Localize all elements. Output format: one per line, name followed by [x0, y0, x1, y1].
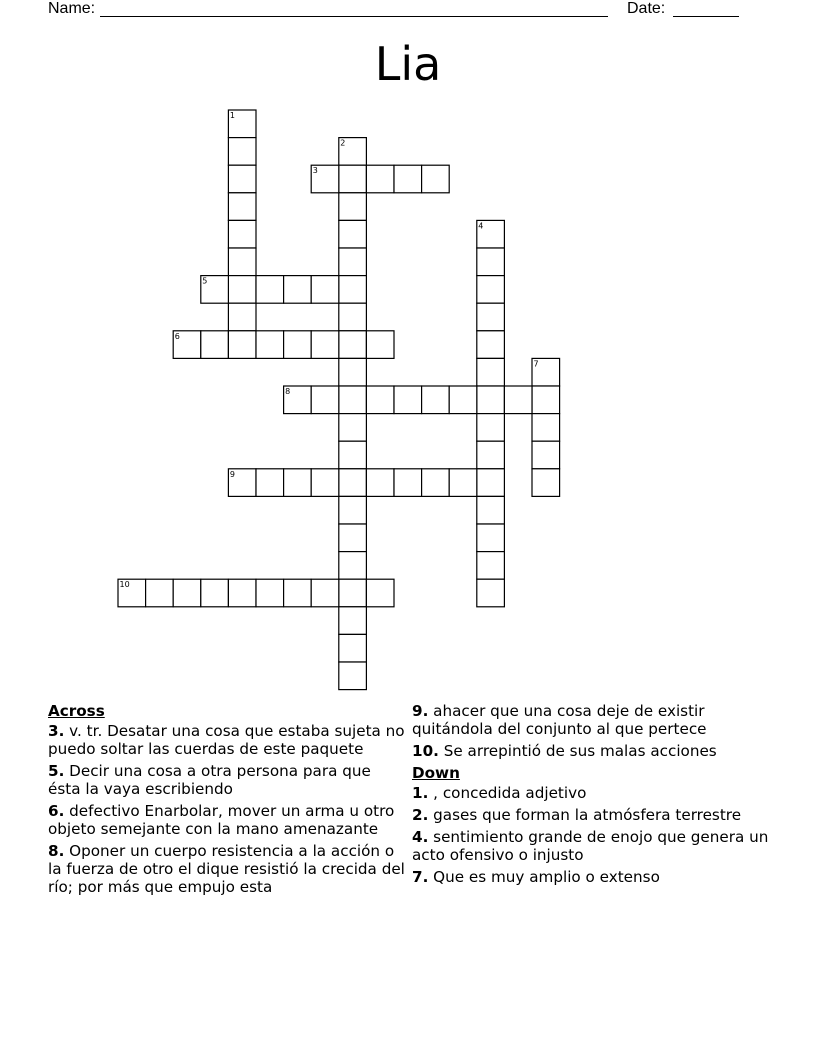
- grid-cell[interactable]: [228, 220, 256, 248]
- clue-number-label: 7: [533, 359, 539, 369]
- grid-cell[interactable]: [339, 331, 367, 359]
- grid-cell[interactable]: [256, 469, 284, 497]
- grid-cell[interactable]: [228, 276, 256, 304]
- grid-cell[interactable]: [173, 579, 201, 607]
- grid-cell[interactable]: [339, 276, 367, 304]
- grid-cell[interactable]: [228, 303, 256, 331]
- clue-number-label: 4: [478, 221, 484, 231]
- grid-cell[interactable]: [394, 469, 422, 497]
- grid-cell[interactable]: [477, 496, 505, 524]
- grid-cell[interactable]: [339, 386, 367, 414]
- grid-cell[interactable]: [339, 193, 367, 221]
- clue-across-5: 5. Decir una cosa a otra persona para que ésta la vaya escribiendo: [48, 762, 371, 798]
- grid-cell[interactable]: [256, 276, 284, 304]
- grid-cell[interactable]: [477, 331, 505, 359]
- grid-cell[interactable]: [339, 165, 367, 193]
- grid-cell[interactable]: [339, 524, 367, 552]
- grid-cell[interactable]: [339, 414, 367, 442]
- grid-cell[interactable]: [477, 276, 505, 304]
- grid-cell[interactable]: [339, 607, 367, 635]
- grid-cell[interactable]: [366, 579, 394, 607]
- clues-column-right: [412, 702, 772, 890]
- grid-cell[interactable]: [339, 220, 367, 248]
- grid-cell[interactable]: [477, 386, 505, 414]
- grid-cell[interactable]: [339, 579, 367, 607]
- clue-number-label: 2: [340, 138, 346, 148]
- grid-cell[interactable]: [256, 331, 284, 359]
- grid-cell[interactable]: [311, 331, 339, 359]
- grid-cell[interactable]: [449, 469, 477, 497]
- grid-cell[interactable]: [339, 441, 367, 469]
- grid-cell[interactable]: [477, 441, 505, 469]
- grid-cell[interactable]: [422, 165, 450, 193]
- clues-column-left: [48, 702, 408, 900]
- down-heading: Down: [412, 764, 460, 782]
- grid-cell[interactable]: [284, 469, 312, 497]
- grid-cell[interactable]: [146, 579, 174, 607]
- grid-cell[interactable]: [477, 524, 505, 552]
- grid-cell[interactable]: [228, 248, 256, 276]
- grid-cell[interactable]: [256, 579, 284, 607]
- name-label: Name:: [48, 0, 96, 17]
- grid-cell[interactable]: [228, 138, 256, 166]
- clue-number-label: 1: [229, 111, 235, 120]
- grid-cell[interactable]: [366, 331, 394, 359]
- grid-cell[interactable]: [339, 634, 367, 662]
- grid-cell[interactable]: [477, 303, 505, 331]
- grid-cell[interactable]: [394, 165, 422, 193]
- grid-cell[interactable]: [284, 276, 312, 304]
- date-label: Date:: [627, 0, 666, 17]
- grid-cell[interactable]: [366, 469, 394, 497]
- grid-cell[interactable]: [228, 165, 256, 193]
- grid-cell[interactable]: [339, 358, 367, 386]
- grid-cell[interactable]: [422, 469, 450, 497]
- clue-down-4: 4. sentimiento grande de enojo que genera un acto ofensivo o injusto: [412, 828, 769, 864]
- clue-number-label: 6: [174, 331, 180, 341]
- clue-across-6: 6. defectivo Enarbolar, mover un arma u otro objeto semejante con la mano amenazante: [48, 802, 395, 838]
- clue-down-1: 1. , concedida adjetivo: [412, 784, 587, 802]
- grid-cell[interactable]: [311, 276, 339, 304]
- clue-down-2: 2. gases que forman la atmósfera terrestre: [412, 806, 742, 824]
- grid-cell[interactable]: [228, 331, 256, 359]
- grid-cell[interactable]: [339, 552, 367, 580]
- grid-cell[interactable]: [339, 248, 367, 276]
- clue-across-8: 8. Oponer un cuerpo resistencia a la acción o la fuerza de otro el dique resistió la crecida del río; por más que empujo esta: [48, 842, 405, 896]
- grid-cell[interactable]: [366, 165, 394, 193]
- clue-number-label: 5: [202, 276, 208, 286]
- grid-cell[interactable]: [477, 469, 505, 497]
- grid-cell[interactable]: [532, 469, 560, 497]
- grid-cell[interactable]: [201, 579, 229, 607]
- grid-cell[interactable]: [422, 386, 450, 414]
- across-heading: Across: [48, 702, 105, 720]
- clue-down-7: 7. Que es muy amplio o extenso: [412, 868, 660, 886]
- clue-number-label: 10: [119, 580, 130, 590]
- grid-cell[interactable]: [339, 303, 367, 331]
- grid-cell[interactable]: [228, 193, 256, 221]
- grid-cell[interactable]: [532, 441, 560, 469]
- grid-cell[interactable]: [284, 331, 312, 359]
- grid-cell[interactable]: [201, 331, 229, 359]
- grid-cell[interactable]: [311, 386, 339, 414]
- puzzle-title: Lia: [374, 37, 442, 91]
- clue-across-10: 10. Se arrepintió de sus malas acciones: [412, 742, 717, 760]
- grid-cell[interactable]: [449, 386, 477, 414]
- grid-cell[interactable]: [228, 579, 256, 607]
- grid-cell[interactable]: [504, 386, 532, 414]
- grid-cell[interactable]: [477, 358, 505, 386]
- grid-cell[interactable]: [532, 386, 560, 414]
- clue-number-label: 3: [312, 166, 318, 176]
- clue-across-3: 3. v. tr. Desatar una cosa que estaba sujeta no puedo soltar las cuerdas de este paquete: [48, 722, 405, 758]
- grid-cell[interactable]: [477, 414, 505, 442]
- grid-cell[interactable]: [394, 386, 422, 414]
- grid-cell[interactable]: [284, 579, 312, 607]
- grid-cell[interactable]: [532, 414, 560, 442]
- grid-cell[interactable]: [366, 386, 394, 414]
- grid-cell[interactable]: [477, 248, 505, 276]
- clue-number-label: 8: [285, 387, 291, 396]
- grid-cell[interactable]: [311, 579, 339, 607]
- grid-cell[interactable]: [339, 496, 367, 524]
- grid-cell[interactable]: [311, 469, 339, 497]
- clue-number-label: 9: [229, 469, 235, 479]
- grid-cell[interactable]: [339, 662, 367, 690]
- clue-across-9: 9. ahacer que una cosa deje de existir quitándola del conjunto al que pertece: [412, 702, 707, 738]
- grid-cell[interactable]: [477, 552, 505, 580]
- grid-cell[interactable]: [339, 469, 367, 497]
- grid-cell[interactable]: [477, 579, 505, 607]
